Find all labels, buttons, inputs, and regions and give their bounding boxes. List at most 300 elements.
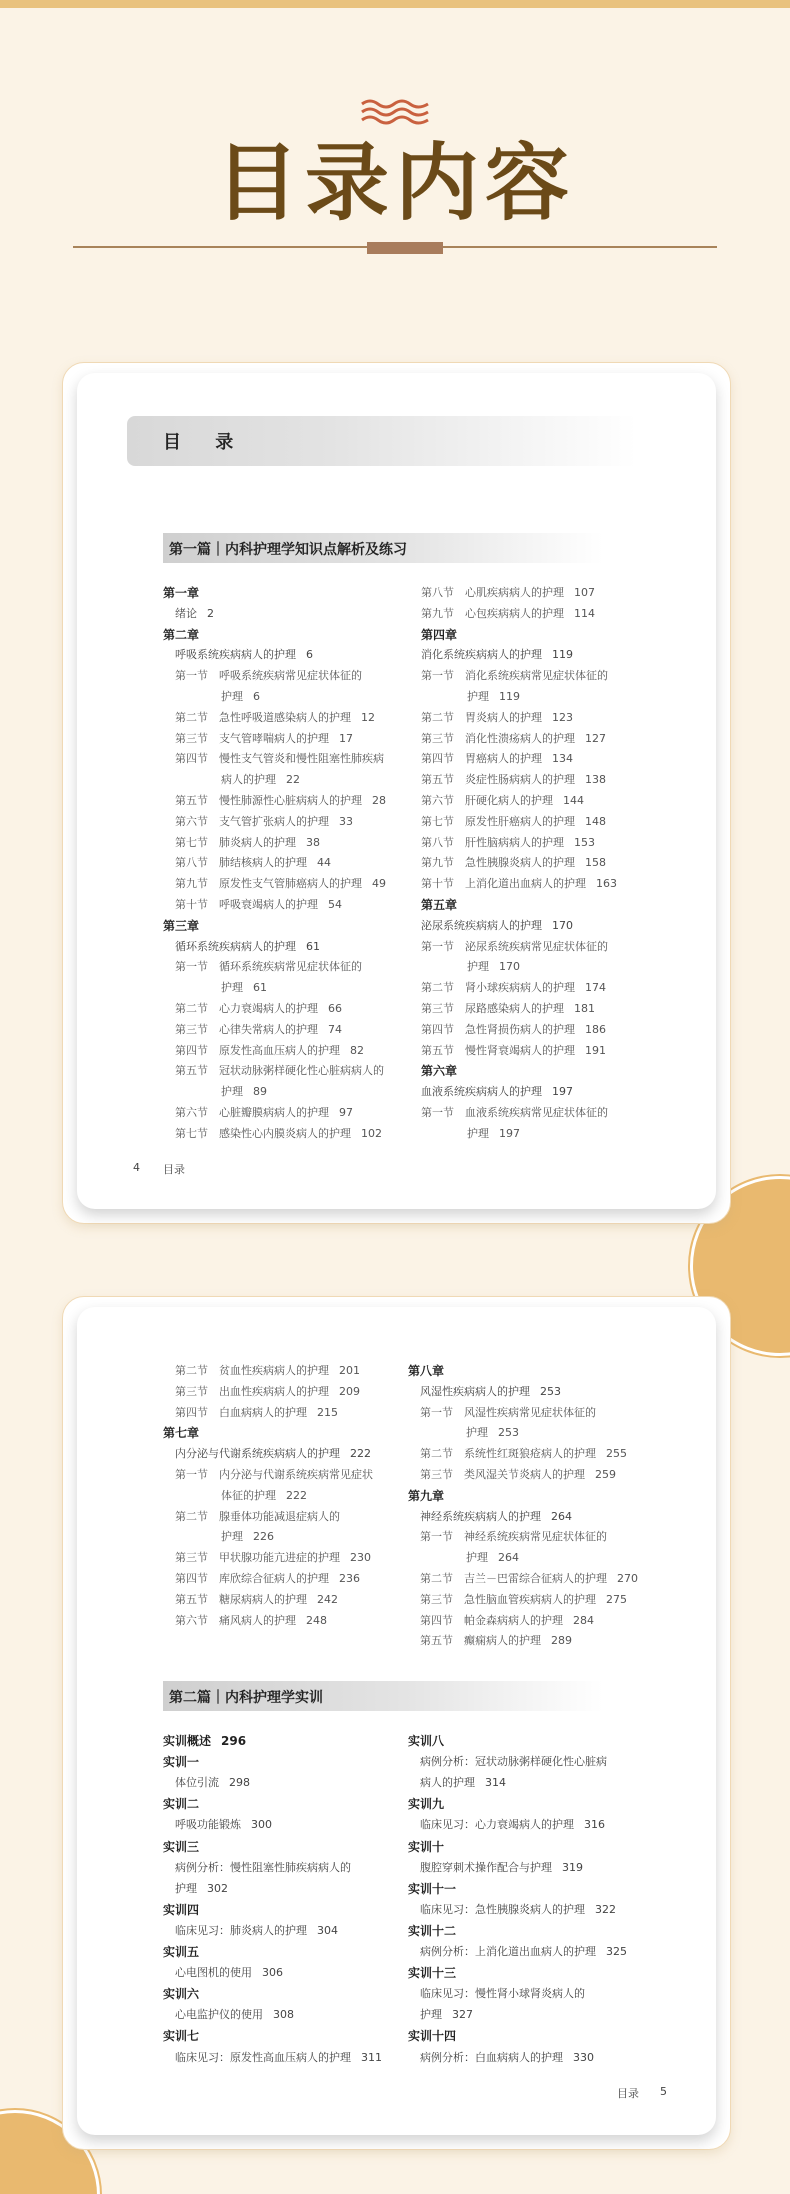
toc-entry-page: 236 <box>339 1572 360 1585</box>
toc-entry <box>175 1001 342 1017</box>
toc-entry-title: 消化系统疾病病人的护理 <box>421 648 542 662</box>
toc-entry-page: 89 <box>253 1085 267 1099</box>
toc-entry <box>421 876 617 892</box>
chapter-heading <box>408 1733 444 1749</box>
toc-entry-page: 259 <box>595 1468 616 1481</box>
toc-entry <box>421 980 606 996</box>
toc-entry-title: 第二节 肾小球疾病病人的护理 <box>421 981 575 995</box>
toc-entry-title: 第九节 原发性支气管肺癌病人的护理 <box>175 877 362 891</box>
chapter-heading <box>163 1754 199 1770</box>
toc-entry <box>221 772 300 788</box>
toc-entry <box>421 918 573 934</box>
chapter-heading <box>421 627 457 643</box>
toc-entry-title: 护理 <box>420 2008 442 2022</box>
toc-entry-title: 第四节 急性肾损伤病人的护理 <box>421 1022 575 1036</box>
toc-entry <box>175 1881 228 1897</box>
toc-entry-page: 296 <box>221 1734 247 1748</box>
chapter-heading <box>408 1488 444 1504</box>
toc-entry-title: 神经系统疾病病人的护理 <box>420 1509 541 1523</box>
toc-entry-page: 44 <box>317 856 331 870</box>
toc-entry <box>175 1592 338 1608</box>
toc-entry <box>221 980 267 996</box>
toc-entry <box>420 1446 627 1462</box>
toc-entry-title: 第六节 痛风病人的护理 <box>175 1613 296 1627</box>
chapter-heading <box>408 1839 444 1855</box>
toc-entry <box>175 855 331 871</box>
toc-entry <box>175 1105 353 1121</box>
toc-entry <box>420 1405 596 1421</box>
chapter-heading <box>408 2028 456 2044</box>
toc-entry-title: 护理 <box>466 1426 488 1440</box>
part1-title: 第一篇｜内科护理学知识点解析及练习 <box>169 542 407 558</box>
toc-entry-title: 第七节 感染性心内膜炎病人的护理 <box>175 1126 351 1140</box>
chapter-heading <box>163 918 199 934</box>
toc-entry-title: 第五节 炎症性肠病病人的护理 <box>421 773 575 787</box>
toc-entry-title: 第二节 胃炎病人的护理 <box>421 710 542 724</box>
toc-entry-page: 12 <box>361 710 375 724</box>
toc-entry-title: 呼吸功能锻炼 <box>175 1818 241 1832</box>
toc-entry <box>175 668 362 684</box>
toc-entry-title: 第五节 慢性肺源性心脏病病人的护理 <box>175 794 362 807</box>
toc-entry <box>421 1084 573 1100</box>
part2-title: 第二篇｜内科护理学实训 <box>169 1690 323 1706</box>
toc-entry-title: 第十节 上消化道出血病人的护理 <box>421 877 586 891</box>
toc-entry-title: 病例分析：白血病病人的护理 <box>420 2050 563 2064</box>
chapter-heading <box>163 1902 199 1918</box>
toc-entry-title: 第二节 腺垂体功能减退症病人的 <box>175 1509 340 1523</box>
toc-entry <box>421 731 606 747</box>
toc-entry-title: 第六章 <box>421 1064 458 1079</box>
part1-header <box>163 533 603 563</box>
toc-entry <box>175 814 353 830</box>
toc-entry-title: 病人的护理 <box>420 1776 475 1790</box>
toc-entry <box>421 939 608 955</box>
toc-entry-page: 107 <box>574 586 595 599</box>
toc-entry <box>175 710 375 726</box>
toc-entry <box>175 1022 342 1038</box>
toc-entry <box>467 1126 520 1142</box>
toc-entry-page: 134 <box>552 752 573 766</box>
toc-entry-page: 170 <box>499 960 520 974</box>
chapter-heading <box>421 897 457 913</box>
toc-entry-page: 163 <box>596 877 617 891</box>
toc-entry-page: 170 <box>552 918 573 932</box>
toc-entry <box>420 1633 572 1649</box>
toc-entry-title: 第一节 循环系统疾病常见症状体征的 <box>175 960 362 974</box>
toc-entry <box>175 647 313 663</box>
toc-entry <box>175 1063 384 1079</box>
toc-entry <box>221 1488 307 1504</box>
chapter-heading <box>163 1986 199 2002</box>
toc-entry-title: 实训概述 <box>163 1734 212 1748</box>
toc-entry <box>175 1571 360 1587</box>
toc-banner <box>127 416 637 466</box>
toc-entry-page: 148 <box>585 814 606 828</box>
toc-entry-page: 49 <box>372 877 386 891</box>
toc-entry <box>175 731 353 747</box>
toc-entry <box>421 710 573 726</box>
toc-entry-title: 第五节 慢性肾衰竭病人的护理 <box>421 1043 575 1057</box>
toc-entry-title: 实训十四 <box>408 2029 457 2044</box>
toc-entry <box>175 1509 340 1525</box>
chapter-heading <box>408 1881 456 1897</box>
toc-entry-title: 病例分析：上消化道出血病人的护理 <box>420 1945 596 1958</box>
toc-entry-page: 82 <box>350 1043 364 1057</box>
toc-entry-title: 第九章 <box>408 1488 445 1503</box>
toc-entry-title: 实训十二 <box>408 1923 457 1938</box>
toc-entry-page: 304 <box>317 1923 338 1937</box>
toc-entry-title: 实训三 <box>163 1839 200 1854</box>
toc-entry-page: 6 <box>306 648 313 662</box>
toc-entry <box>175 1405 338 1421</box>
toc-entry-title: 实训二 <box>163 1797 200 1812</box>
toc-entry-page: 201 <box>339 1364 360 1377</box>
toc-entry <box>175 959 362 975</box>
toc-entry-title: 第三节 消化性溃疡病人的护理 <box>421 731 575 745</box>
toc-page-card-1 <box>62 362 731 1224</box>
toc-entry-page: 153 <box>574 835 595 849</box>
toc-entry-title: 心电监护仪的使用 <box>175 2008 263 2022</box>
toc-entry-page: 255 <box>606 1447 627 1461</box>
toc-entry-title: 护理 <box>467 960 489 974</box>
toc-entry-title: 护理 <box>466 1551 488 1565</box>
chapter-heading <box>163 1733 246 1749</box>
toc-entry-page: 300 <box>251 1818 272 1832</box>
chapter-heading <box>408 1363 444 1379</box>
toc-entry <box>421 585 595 601</box>
toc-entry-page: 6 <box>253 690 260 703</box>
toc-entry <box>175 1860 351 1876</box>
toc-entry-page: 275 <box>606 1592 627 1606</box>
toc-entry-title: 第八节 肝性脑病病人的护理 <box>421 835 564 849</box>
toc-entry-title: 病例分析：冠状动脉粥样硬化性心脏病 <box>420 1755 607 1769</box>
toc-entry-title: 第九节 急性胰腺炎病人的护理 <box>421 856 575 870</box>
top-accent-bar <box>0 0 790 8</box>
toc-entry-title: 护理 <box>221 690 243 703</box>
toc-entry <box>421 1105 608 1121</box>
toc-entry-page: 308 <box>273 2008 294 2022</box>
toc-entry-page: 327 <box>452 2008 473 2022</box>
toc-entry-title: 病人的护理 <box>221 773 276 787</box>
toc-entry-title: 第七节 肺炎病人的护理 <box>175 835 296 849</box>
toc-entry-title: 第七章 <box>163 1426 200 1441</box>
toc-entry <box>421 606 595 622</box>
toc-entry-title: 第四节 原发性高血压病人的护理 <box>175 1043 340 1057</box>
toc-entry-title: 第三章 <box>163 918 200 933</box>
toc-entry-title: 临床见习：慢性肾小球肾炎病人的 <box>420 1987 585 2001</box>
toc-entry-title: 第四节 慢性支气管炎和慢性阻塞性肺疾病 <box>175 752 384 766</box>
toc-entry-page: 222 <box>286 1488 307 1502</box>
page-title: 目录内容 <box>214 133 575 232</box>
chapter-heading <box>408 1796 444 1812</box>
toc-entry-title: 风湿性疾病病人的护理 <box>420 1384 530 1398</box>
toc-entry <box>175 1965 283 1981</box>
toc-entry-title: 内分泌与代谢系统疾病病人的护理 <box>175 1447 340 1461</box>
toc-entry-page: 138 <box>585 773 606 787</box>
toc-entry-title: 第一节 血液系统疾病常见症状体征的 <box>421 1106 608 1119</box>
toc-entry-title: 第二节 心力衰竭病人的护理 <box>175 1002 318 1015</box>
toc-entry <box>421 647 573 663</box>
toc-entry-page: 209 <box>339 1384 360 1398</box>
toc-entry <box>420 1860 583 1876</box>
toc-entry-title: 第二节 急性呼吸道感染病人的护理 <box>175 710 351 724</box>
toc-entry-title: 心电图机的使用 <box>175 1966 252 1980</box>
toc-entry-title: 护理 <box>175 1881 197 1895</box>
toc-entry <box>175 1923 338 1939</box>
toc-entry-page: 22 <box>286 773 300 787</box>
toc-entry-page: 253 <box>498 1426 519 1440</box>
toc-entry-page: 284 <box>573 1613 594 1627</box>
chapter-heading <box>163 2028 199 2044</box>
toc-entry-page: 197 <box>499 1126 520 1140</box>
toc-entry <box>420 1384 561 1400</box>
toc-banner-label: 目 录 <box>163 432 248 453</box>
toc-entry-page: 17 <box>339 731 353 745</box>
toc-entry-page: 28 <box>372 794 386 807</box>
toc-entry <box>175 793 386 809</box>
toc-entry-page: 298 <box>229 1776 250 1790</box>
toc-entry <box>466 1425 519 1441</box>
toc-entry-title: 血液系统疾病病人的护理 <box>421 1085 542 1099</box>
toc-entry-title: 第八节 心肌疾病病人的护理 <box>421 586 564 599</box>
toc-entry <box>421 1022 606 1038</box>
toc-entry <box>421 1043 606 1059</box>
toc-entry <box>420 1817 605 1833</box>
toc-entry-page: 74 <box>328 1022 342 1036</box>
chapter-heading <box>421 1063 457 1079</box>
toc-entry-title: 第三节 类风湿关节炎病人的护理 <box>420 1468 585 1481</box>
toc-entry-page: 144 <box>563 794 584 807</box>
toc-entry-page: 61 <box>306 939 320 953</box>
toc-entry-title: 第五节 糖尿病病人的护理 <box>175 1592 307 1606</box>
toc-entry-title: 实训四 <box>163 1902 200 1917</box>
toc-entry-title: 临床见习：急性胰腺炎病人的护理 <box>420 1902 585 1916</box>
toc-entry <box>421 751 573 767</box>
toc-entry <box>420 1986 585 2002</box>
toc-entry-page: 330 <box>573 2050 594 2064</box>
toc-entry-title: 第五节 冠状动脉粥样硬化性心脏病病人的 <box>175 1064 384 1078</box>
toc-entry-title: 实训六 <box>163 1987 200 2002</box>
toc-entry-page: 181 <box>574 1002 595 1015</box>
toc-entry-title: 第二节 系统性红斑狼疮病人的护理 <box>420 1447 596 1461</box>
toc-entry-page: 102 <box>361 1126 382 1140</box>
toc-entry <box>175 606 214 622</box>
toc-entry <box>175 1817 272 1833</box>
toc-entry <box>175 939 320 955</box>
toc-entry-title: 第六节 心脏瓣膜病病人的护理 <box>175 1106 329 1119</box>
toc-entry-title: 实训五 <box>163 1945 200 1959</box>
toc-entry-title: 第六节 肝硬化病人的护理 <box>421 794 553 807</box>
toc-entry-title: 护理 <box>221 1530 243 1544</box>
toc-entry <box>421 835 595 851</box>
toc-entry-title: 体征的护理 <box>221 1488 276 1502</box>
toc-entry-title: 护理 <box>467 1126 489 1140</box>
folio-page-number: 4 <box>133 1161 140 1174</box>
toc-entry-page: 33 <box>339 814 353 828</box>
toc-entry-title: 第二节 吉兰－巴雷综合征病人的护理 <box>420 1572 607 1585</box>
toc-entry <box>421 855 606 871</box>
toc-entry <box>421 814 606 830</box>
toc-entry-page: 322 <box>595 1902 616 1916</box>
toc-entry-title: 实训十三 <box>408 1966 457 1981</box>
toc-entry-title: 临床见习：心力衰竭病人的护理 <box>420 1818 574 1832</box>
toc-entry-title: 护理 <box>221 1085 243 1099</box>
folio-label: 目录 <box>163 1163 185 1176</box>
chapter-heading <box>163 1796 199 1812</box>
chapter-heading <box>408 1923 456 1939</box>
toc-entry-title: 第五章 <box>421 898 458 912</box>
toc-entry-page: 222 <box>350 1447 371 1461</box>
toc-entry-page: 248 <box>306 1613 327 1627</box>
toc-entry-page: 314 <box>485 1776 506 1790</box>
toc-entry-page: 54 <box>328 898 342 911</box>
toc-entry-page: 316 <box>584 1818 605 1832</box>
toc-entry-title: 实训一 <box>163 1755 200 1770</box>
toc-entry <box>420 1571 638 1587</box>
toc-entry <box>175 1467 373 1483</box>
chapter-heading <box>163 1944 199 1960</box>
toc-entry-title: 病例分析：慢性阻塞性肺疾病病人的 <box>175 1860 351 1874</box>
toc-entry <box>467 959 520 975</box>
toc-entry-title: 第五节 癫痫病人的护理 <box>420 1634 541 1648</box>
toc-entry <box>421 668 608 684</box>
toc-entry-page: 215 <box>317 1405 338 1419</box>
toc-entry-title: 第四章 <box>421 627 458 642</box>
toc-entry-page: 230 <box>350 1551 371 1565</box>
toc-entry <box>467 689 520 705</box>
chapter-heading <box>163 627 199 643</box>
toc-entry-title: 泌尿系统疾病病人的护理 <box>421 918 542 932</box>
toc-entry <box>420 1529 607 1545</box>
toc-entry-title: 实训十一 <box>408 1881 457 1896</box>
toc-entry <box>175 2007 294 2023</box>
toc-entry-title: 腹腔穿刺术操作配合与护理 <box>420 1860 552 1874</box>
toc-entry-page: 127 <box>585 731 606 745</box>
toc-entry <box>175 876 386 892</box>
toc-entry <box>466 1550 519 1566</box>
toc-entry-title: 第九节 心包疾病病人的护理 <box>421 606 564 620</box>
toc-entry-title: 实训九 <box>408 1797 445 1812</box>
toc-entry-title: 第一章 <box>163 586 200 600</box>
toc-entry-page: 270 <box>617 1572 638 1585</box>
toc-entry-title: 临床见习：原发性高血压病人的护理 <box>175 2050 351 2064</box>
waves-icon <box>360 98 430 126</box>
chapter-heading <box>408 1965 456 1981</box>
toc-entry-page: 226 <box>253 1530 274 1544</box>
toc-entry <box>420 1944 627 1960</box>
toc-entry-title: 第三节 甲状腺功能亢进症的护理 <box>175 1551 340 1565</box>
toc-entry-title: 护理 <box>221 981 243 995</box>
chapter-heading <box>163 1425 199 1441</box>
toc-entry <box>420 1902 616 1918</box>
toc-entry-page: 325 <box>606 1945 627 1958</box>
toc-entry <box>175 1384 360 1400</box>
toc-entry-title: 第三节 心律失常病人的护理 <box>175 1022 318 1036</box>
toc-page-sheet-1 <box>77 373 716 1209</box>
chapter-heading <box>163 1839 199 1855</box>
toc-entry-page: 197 <box>552 1085 573 1099</box>
toc-entry-title: 第六节 支气管扩张病人的护理 <box>175 814 329 828</box>
toc-entry <box>420 1613 594 1629</box>
toc-entry-title: 第一节 神经系统疾病常见症状体征的 <box>420 1530 607 1544</box>
toc-entry <box>221 1529 274 1545</box>
toc-entry-title: 第七节 原发性肝癌病人的护理 <box>421 814 575 828</box>
toc-entry-title: 第八节 肺结核病人的护理 <box>175 856 307 870</box>
toc-entry-page: 186 <box>585 1022 606 1036</box>
toc-entry <box>420 1592 627 1608</box>
toc-entry <box>175 897 342 913</box>
toc-entry-page: 311 <box>361 2050 382 2064</box>
toc-entry-title: 体位引流 <box>175 1776 219 1790</box>
toc-entry-title: 临床见习：肺炎病人的护理 <box>175 1923 307 1937</box>
toc-entry-page: 306 <box>262 1966 283 1980</box>
toc-entry-title: 第一节 呼吸系统疾病常见症状体征的 <box>175 669 362 683</box>
toc-entry-title: 实训七 <box>163 2029 200 2044</box>
toc-entry-title: 护理 <box>467 690 489 703</box>
toc-entry-page: 319 <box>562 1860 583 1874</box>
toc-entry-title: 第一节 泌尿系统疾病常见症状体征的 <box>421 939 608 953</box>
toc-entry-title: 第一节 消化系统疾病常见症状体征的 <box>421 669 608 683</box>
toc-entry-page: 66 <box>328 1002 342 1015</box>
toc-entry <box>420 1754 607 1770</box>
toc-entry-title: 第四节 胃癌病人的护理 <box>421 752 542 766</box>
toc-entry <box>175 835 320 851</box>
toc-entry-page: 119 <box>499 690 520 703</box>
toc-entry-page: 242 <box>317 1592 338 1606</box>
toc-entry <box>175 1363 360 1379</box>
toc-entry <box>221 689 260 705</box>
part2-header <box>163 1681 603 1711</box>
toc-entry <box>175 1446 371 1462</box>
toc-entry-page: 289 <box>551 1634 572 1648</box>
toc-entry-page: 264 <box>551 1509 572 1523</box>
toc-entry-page: 61 <box>253 981 267 995</box>
toc-entry <box>420 1467 616 1483</box>
toc-entry-title: 第四节 帕金森病病人的护理 <box>420 1613 563 1627</box>
toc-entry <box>175 2050 382 2066</box>
toc-entry-title: 第四节 库欣综合征病人的护理 <box>175 1572 329 1585</box>
toc-entry-title: 实训十 <box>408 1839 445 1854</box>
toc-entry-title: 第二章 <box>163 627 200 642</box>
toc-entry-page: 302 <box>207 1881 228 1895</box>
toc-entry-page: 114 <box>574 606 595 620</box>
folio-label: 目录 <box>617 2087 639 2100</box>
toc-entry-title: 第三节 出血性疾病病人的护理 <box>175 1384 329 1398</box>
toc-entry <box>421 772 606 788</box>
toc-entry <box>175 1043 364 1059</box>
toc-entry <box>420 1509 572 1525</box>
toc-entry-title: 绪论 <box>175 606 197 620</box>
toc-entry-title: 第三节 支气管哮喘病人的护理 <box>175 731 329 745</box>
toc-entry-page: 174 <box>585 981 606 995</box>
toc-entry <box>421 793 584 809</box>
toc-entry <box>175 1775 250 1791</box>
toc-entry <box>221 1084 267 1100</box>
toc-entry-title: 第二节 贫血性疾病病人的护理 <box>175 1364 329 1377</box>
toc-entry-page: 264 <box>498 1551 519 1565</box>
toc-entry-title: 第四节 白血病病人的护理 <box>175 1405 307 1419</box>
toc-entry-page: 158 <box>585 856 606 870</box>
toc-entry <box>175 1613 327 1629</box>
chapter-heading <box>163 585 199 601</box>
toc-entry-page: 191 <box>585 1043 606 1057</box>
title-divider-block <box>367 242 443 254</box>
toc-entry-title: 第一节 风湿性疾病常见症状体征的 <box>420 1405 596 1419</box>
toc-entry-title: 呼吸系统疾病病人的护理 <box>175 648 296 662</box>
toc-entry-title: 第一节 内分泌与代谢系统疾病常见症状 <box>175 1468 373 1481</box>
toc-entry <box>175 1126 382 1142</box>
toc-entry-page: 97 <box>339 1106 353 1119</box>
